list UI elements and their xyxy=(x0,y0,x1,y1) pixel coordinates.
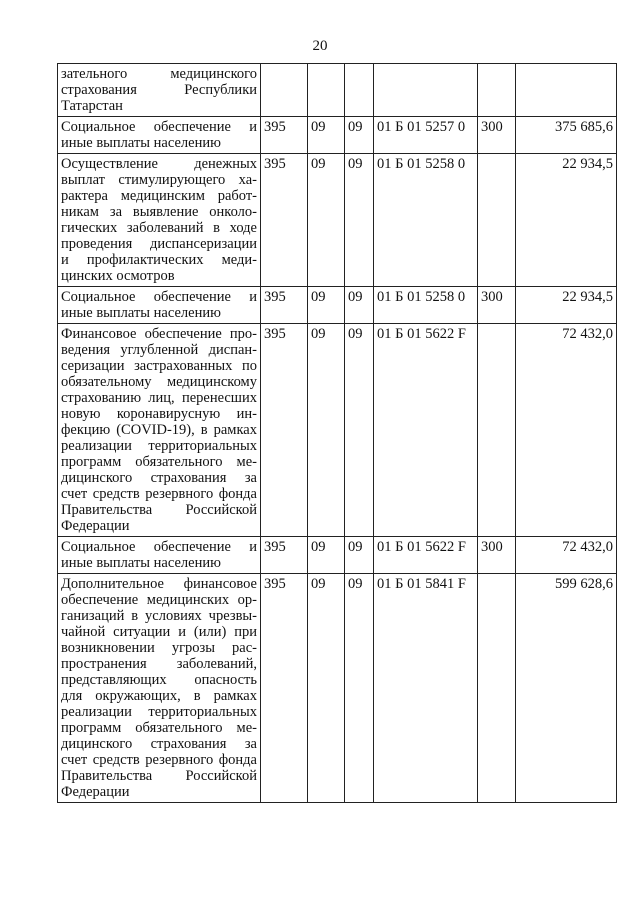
row-name-line: Финансовое обеспечение про- xyxy=(61,326,257,342)
table-row xyxy=(58,574,617,803)
target-article-cell: 01 Б 01 5258 0 xyxy=(374,154,478,287)
row-name-line: Правительства Российской xyxy=(61,768,257,784)
row-name-line: возникновении угрозы рас- xyxy=(61,640,257,656)
row-name-cell xyxy=(58,324,261,537)
row-name-line: чайной ситуации и (или) при xyxy=(61,624,257,640)
table-row xyxy=(58,537,617,574)
row-name-line: проведения диспансеризации xyxy=(61,236,257,252)
expense-type-cell: 300 xyxy=(478,117,516,154)
row-name-line: серизации застрахованных по xyxy=(61,358,257,374)
row-name-cell xyxy=(58,537,261,574)
expense-type-cell: 300 xyxy=(478,287,516,324)
row-name-line: дицинского страхования за xyxy=(61,470,257,486)
budget-table xyxy=(57,63,617,803)
table-row xyxy=(58,117,617,154)
table-row xyxy=(58,287,617,324)
section-cell: 09 xyxy=(308,324,345,537)
page-number: 20 xyxy=(312,38,328,54)
target-article-cell xyxy=(374,64,478,117)
section-cell: 09 xyxy=(308,287,345,324)
subsection-cell: 09 xyxy=(345,574,374,803)
section-cell: 09 xyxy=(308,154,345,287)
row-name-line: и профилактических меди- xyxy=(61,252,257,268)
amount-cell: 22 934,5 xyxy=(516,154,617,287)
subsection-cell: 09 xyxy=(345,324,374,537)
row-name-line: Социальное обеспечение и xyxy=(61,289,257,305)
row-name-line: реализации территориальных xyxy=(61,704,257,720)
target-article-cell: 01 Б 01 5622 F xyxy=(374,324,478,537)
row-name-cell xyxy=(58,574,261,803)
row-name-line: ганизаций в условиях чрезвы- xyxy=(61,608,257,624)
row-name-line: страхованию лиц, перенесших xyxy=(61,390,257,406)
row-name-line: цинских осмотров xyxy=(61,268,175,284)
row-name-line: Правительства Российской xyxy=(61,502,257,518)
target-article-cell: 01 Б 01 5841 F xyxy=(374,574,478,803)
target-article-cell: 01 Б 01 5258 0 xyxy=(374,287,478,324)
row-name-line: иные выплаты населению xyxy=(61,305,221,321)
row-name-line: иные выплаты населению xyxy=(61,555,221,571)
budget-table-body xyxy=(58,64,617,803)
target-article-cell: 01 Б 01 5622 F xyxy=(374,537,478,574)
row-name-line: для окружающих, в рамках xyxy=(61,688,257,704)
row-name-line: фекцию (COVID-19), в рамках xyxy=(61,422,257,438)
subsection-cell xyxy=(345,64,374,117)
ved-cell: 395 xyxy=(261,117,308,154)
section-cell: 09 xyxy=(308,574,345,803)
ved-cell: 395 xyxy=(261,574,308,803)
row-name-line: выплат стимулирующего ха- xyxy=(61,172,257,188)
ved-cell: 395 xyxy=(261,154,308,287)
row-name-line: программ обязательного ме- xyxy=(61,454,257,470)
row-name-line: счет средств резервного фонда xyxy=(61,486,257,502)
subsection-cell: 09 xyxy=(345,154,374,287)
row-name-line: Социальное обеспечение и xyxy=(61,539,257,555)
row-name-cell xyxy=(58,64,261,117)
ved-cell: 395 xyxy=(261,324,308,537)
ved-cell: 395 xyxy=(261,537,308,574)
amount-cell: 72 432,0 xyxy=(516,324,617,537)
amount-cell: 72 432,0 xyxy=(516,537,617,574)
expense-type-cell xyxy=(478,64,516,117)
row-name-line: никам за выявление онколо- xyxy=(61,204,257,220)
row-name-cell xyxy=(58,117,261,154)
row-name-line: счет средств резервного фонда xyxy=(61,752,257,768)
row-name-line: реализации территориальных xyxy=(61,438,257,454)
target-article-cell: 01 Б 01 5257 0 xyxy=(374,117,478,154)
ved-cell xyxy=(261,64,308,117)
expense-type-cell xyxy=(478,574,516,803)
expense-type-cell xyxy=(478,324,516,537)
table-row xyxy=(58,324,617,537)
section-cell: 09 xyxy=(308,117,345,154)
row-name-line: страхования Республики xyxy=(61,82,257,98)
row-name-line: Федерации xyxy=(61,784,130,800)
row-name-line: обязательному медицинскому xyxy=(61,374,257,390)
ved-cell: 395 xyxy=(261,287,308,324)
section-cell: 09 xyxy=(308,537,345,574)
table-row xyxy=(58,64,617,117)
subsection-cell: 09 xyxy=(345,287,374,324)
row-name-line: представляющих опасность xyxy=(61,672,257,688)
row-name-line: Татарстан xyxy=(61,98,123,114)
expense-type-cell xyxy=(478,154,516,287)
row-name-cell xyxy=(58,287,261,324)
row-name-cell xyxy=(58,154,261,287)
row-name-line: Социальное обеспечение и xyxy=(61,119,257,135)
amount-cell xyxy=(516,64,617,117)
row-name-line: обеспечение медицинских ор- xyxy=(61,592,257,608)
row-name-line: пространения заболеваний, xyxy=(61,656,257,672)
subsection-cell: 09 xyxy=(345,117,374,154)
row-name-line: зательного медицинского xyxy=(61,66,257,82)
row-name-line: ведения углубленной диспан- xyxy=(61,342,257,358)
row-name-line: гических заболеваний в ходе xyxy=(61,220,257,236)
row-name-line: рактера медицинским работ- xyxy=(61,188,257,204)
row-name-line: программ обязательного ме- xyxy=(61,720,257,736)
section-cell xyxy=(308,64,345,117)
amount-cell: 599 628,6 xyxy=(516,574,617,803)
amount-cell: 22 934,5 xyxy=(516,287,617,324)
amount-cell: 375 685,6 xyxy=(516,117,617,154)
row-name-line: новую коронавирусную ин- xyxy=(61,406,257,422)
table-row xyxy=(58,154,617,287)
row-name-line: Дополнительное финансовое xyxy=(61,576,257,592)
row-name-line: Федерации xyxy=(61,518,130,534)
row-name-line: Осуществление денежных xyxy=(61,156,257,172)
expense-type-cell: 300 xyxy=(478,537,516,574)
subsection-cell: 09 xyxy=(345,537,374,574)
row-name-line: иные выплаты населению xyxy=(61,135,221,151)
row-name-line: дицинского страхования за xyxy=(61,736,257,752)
